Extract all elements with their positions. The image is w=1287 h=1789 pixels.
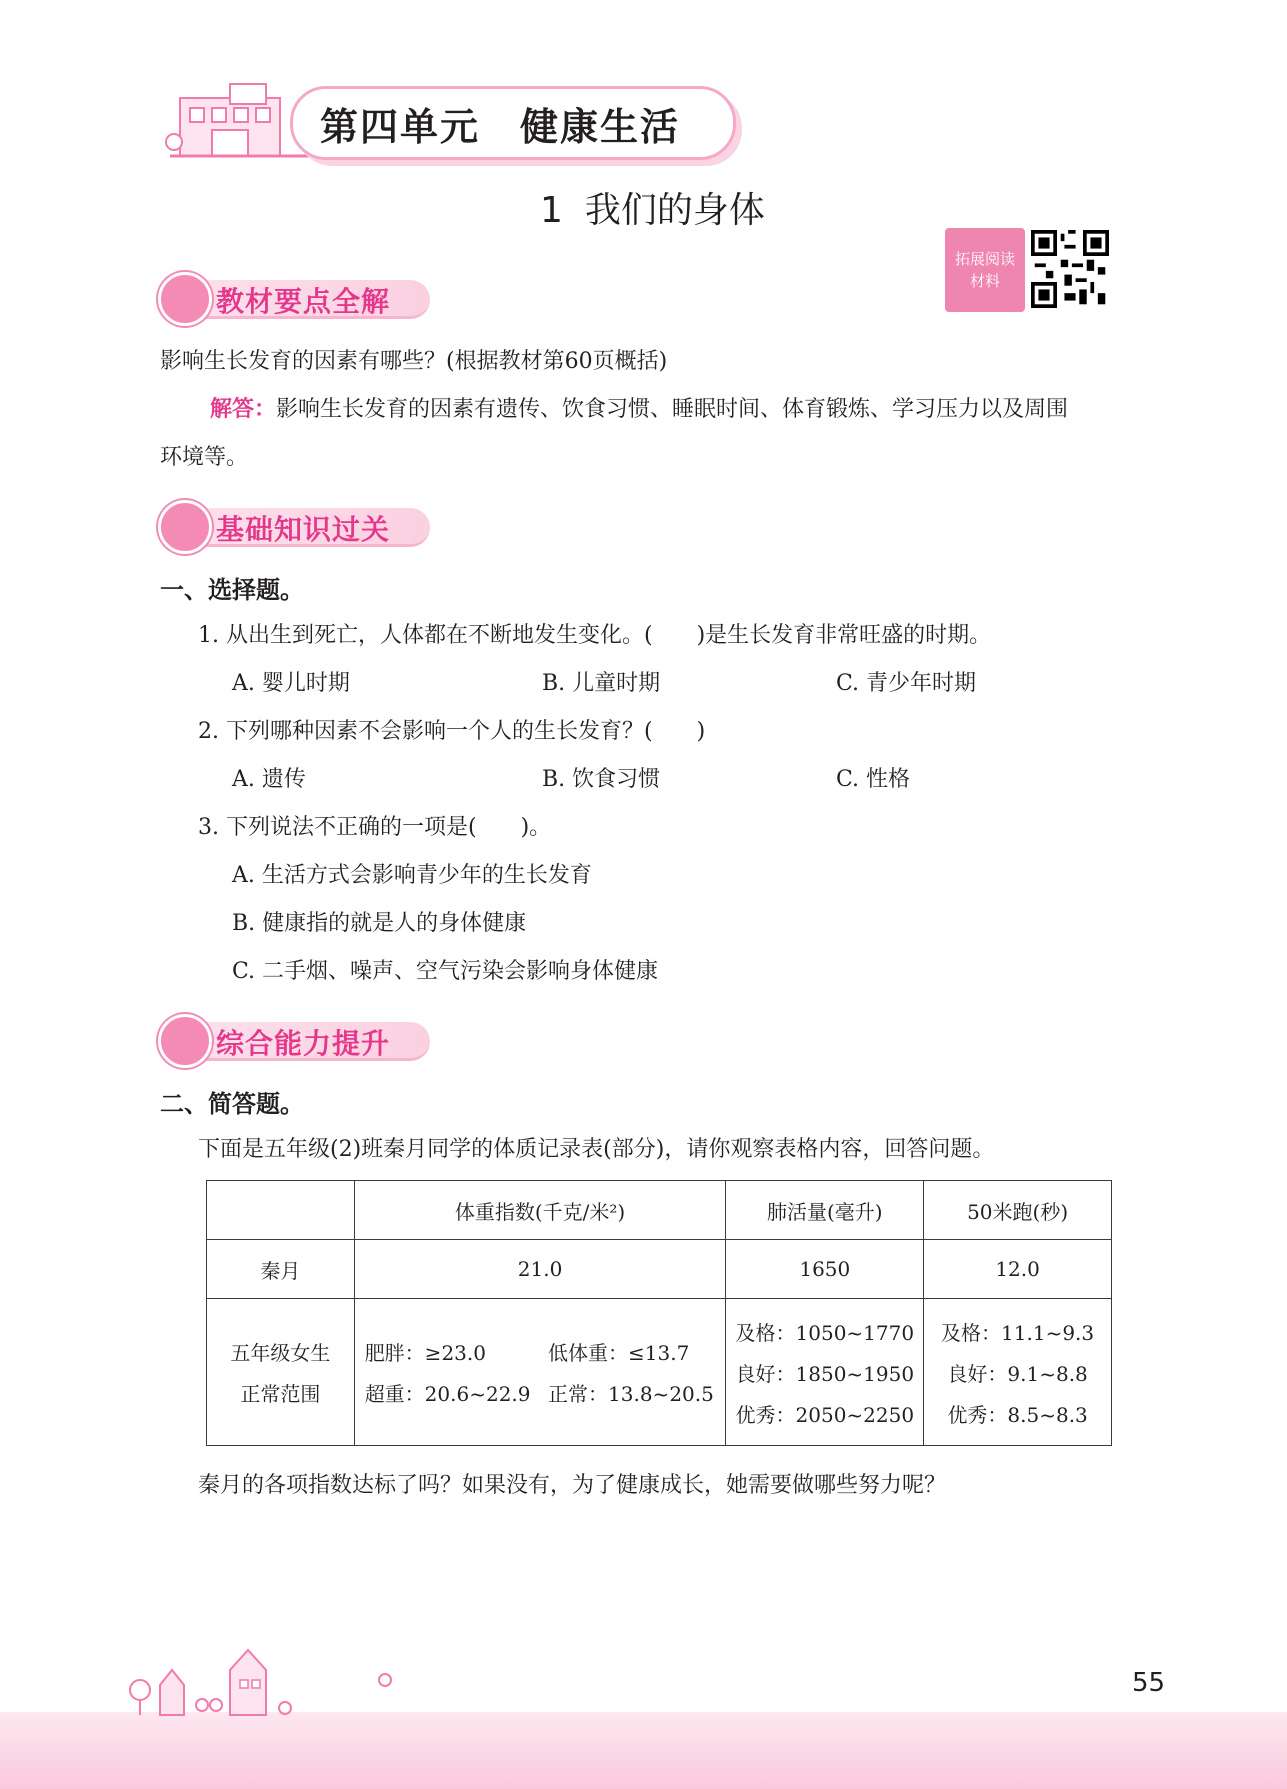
table-header-cell: 体重指数(千克/米²) — [354, 1181, 726, 1240]
question-2-stem: 2. 下列哪种因素不会影响一个人的生长发育？( ) — [198, 719, 706, 744]
qr-label[interactable] — [945, 228, 1025, 312]
lung-range: 及格：1050~1770 — [735, 1320, 915, 1345]
bmi-range: 超重：20.6~22.9 — [364, 1382, 531, 1406]
answer-text: 影响生长发育的因素有遗传、饮食习惯、睡眠时间、体育锻炼、学习压力以及周围 — [276, 397, 1069, 422]
question-2-option-a[interactable]: A. 遗传 — [232, 767, 306, 792]
fitness-record-table — [206, 1180, 1112, 1446]
part2-heading: 二、简答题。 — [160, 1090, 304, 1118]
bmi-range: 肥胖：≥23.0 — [364, 1341, 486, 1365]
qr-block[interactable] — [945, 228, 1110, 312]
question-3-option-a[interactable]: A. 生活方式会影响青少年的生长发育 — [232, 863, 592, 888]
lesson-number: 1 — [540, 190, 563, 231]
bmi-range: 正常：13.8~20.5 — [548, 1382, 714, 1406]
section-title: 综合能力提升 — [216, 1027, 391, 1060]
table-cell: 21.0 — [354, 1240, 726, 1299]
mascot-icon — [158, 272, 212, 326]
table-header-cell — [207, 1181, 355, 1240]
intro-answer-line1 — [210, 392, 1068, 423]
intro-answer-line2: 环境等。 — [160, 445, 249, 470]
run-range: 及格：11.1~9.3 — [941, 1320, 1095, 1345]
range-label — [207, 1337, 354, 1407]
table-cell: 1650 — [726, 1240, 924, 1299]
intro-question: 影响生长发育的因素有哪些？(根据教材第60页概括) — [160, 349, 668, 374]
table-cell — [924, 1299, 1112, 1446]
run-range: 优秀：8.5~8.3 — [947, 1402, 1088, 1427]
question-2-option-b[interactable]: B. 饮食习惯 — [542, 767, 661, 792]
table-cell — [726, 1299, 924, 1446]
part2-question: 秦月的各项指数达标了吗？如果没有，为了健康成长，她需要做哪些努力呢？ — [198, 1473, 947, 1498]
run-ranges — [924, 1317, 1111, 1428]
unit-theme: 健康生活 — [520, 105, 681, 149]
lung-ranges — [726, 1317, 923, 1428]
question-1-option-a[interactable]: A. 婴儿时期 — [232, 671, 350, 696]
town-illustration-icon — [120, 1640, 420, 1720]
question-1-option-b[interactable]: B. 儿童时期 — [542, 671, 661, 696]
table-header-cell: 肺活量(毫升) — [726, 1181, 924, 1240]
question-3-option-b[interactable]: B. 健康指的就是人的身体健康 — [232, 911, 527, 936]
table-cell: 12.0 — [924, 1240, 1112, 1299]
unit-banner — [160, 80, 742, 160]
qr-label-line1: 拓展阅读 — [954, 250, 1015, 268]
section-header-key-points — [158, 272, 438, 324]
question-3-stem: 3. 下列说法不正确的一项是( )。 — [198, 815, 552, 840]
question-3-option-c[interactable]: C. 二手烟、噪声、空气污染会影响身体健康 — [232, 959, 659, 984]
table-header-row — [207, 1181, 1112, 1240]
part2-intro: 下面是五年级(2)班秦月同学的体质记录表(部分)，请你观察表格内容，回答问题。 — [198, 1137, 995, 1162]
range-label-line1: 五年级女生 — [230, 1341, 331, 1365]
answer-label: 解答： — [210, 396, 277, 422]
section-title: 基础知识过关 — [216, 513, 391, 546]
table-cell — [354, 1299, 726, 1446]
section-title: 教材要点全解 — [216, 285, 391, 318]
lung-range: 优秀：2050~2250 — [735, 1402, 915, 1427]
bmi-ranges — [355, 1337, 726, 1407]
bmi-range: 低体重：≤13.7 — [548, 1341, 690, 1365]
table-cell — [207, 1299, 355, 1446]
mascot-icon — [158, 500, 212, 554]
table-row — [207, 1240, 1112, 1299]
qr-label-line2: 材料 — [969, 272, 1000, 290]
mascot-icon — [158, 1014, 212, 1068]
question-2-option-c[interactable]: C. 性格 — [836, 767, 911, 792]
unit-label: 第四单元 — [320, 105, 481, 149]
question-1-stem: 1. 从出生到死亡，人体都在不断地发生变化。( )是生长发育非常旺盛的时期。 — [198, 623, 992, 648]
section-header-basics — [158, 500, 438, 552]
qr-code-icon[interactable] — [1031, 230, 1109, 308]
lung-range: 良好：1850~1950 — [735, 1361, 915, 1386]
unit-title — [320, 96, 680, 151]
run-range: 良好：9.1~8.8 — [947, 1361, 1088, 1386]
lesson-title — [540, 182, 765, 233]
section-header-ability — [158, 1014, 438, 1066]
lesson-name: 我们的身体 — [584, 190, 765, 231]
table-row — [207, 1299, 1112, 1446]
footer-band — [0, 1712, 1287, 1789]
range-label-line2: 正常范围 — [240, 1382, 321, 1406]
table-header-cell: 50米跑(秒) — [924, 1181, 1112, 1240]
question-1-option-c[interactable]: C. 青少年时期 — [836, 671, 977, 696]
page-number: 55 — [1132, 1668, 1166, 1698]
part1-heading: 一、选择题。 — [160, 576, 304, 604]
table-cell: 秦月 — [207, 1240, 355, 1299]
